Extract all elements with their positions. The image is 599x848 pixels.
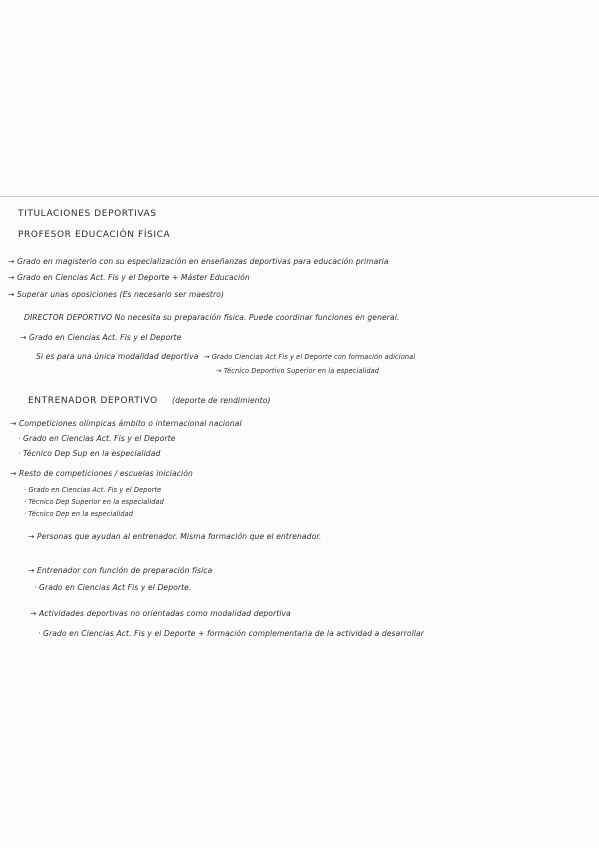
note-line: Si es para una única modalidad deportiva <box>36 352 199 361</box>
entrenador-note: (deporte de rendimiento) <box>172 396 271 405</box>
page-fold-line <box>0 196 599 197</box>
note-line: → Actividades deportivas no orientadas como modalidad deportiva <box>30 609 291 618</box>
note-line: → Grado en Ciencias Act. Fis y el Deporte <box>20 333 182 342</box>
note-line: · Grado en Ciencias Act. Fis y el Deporte + formación complementaria de la actividad a desarrollar <box>38 629 424 638</box>
note-line: → Resto de competiciones / escuelas iniciación <box>10 469 193 478</box>
note-line: → Técnico Deportivo Superior en la especialidad <box>216 367 380 375</box>
note-line: · Grado en Ciencias Act. Fis y el Deporte <box>24 486 162 494</box>
notes-title: TITULACIONES DEPORTIVAS <box>18 209 157 219</box>
note-line: · Técnico Dep en la especialidad <box>24 510 134 518</box>
note-line: → Superar unas oposiciones (Es necesario ser maestro) <box>8 290 225 299</box>
note-line: → Grado en Ciencias Act. Fis y el Deporte + Máster Educación <box>8 273 250 282</box>
note-line: · Grado en Ciencias Act Fis y el Deporte. <box>34 583 192 592</box>
note-line: → Competiciones olímpicas ámbito o internacional nacional <box>10 419 242 428</box>
heading-director: DIRECTOR DEPORTIVO No necesita su preparación física. Puede coordinar funciones en general. <box>24 313 400 322</box>
note-line: · Técnico Dep Superior en la especialidad <box>24 498 164 506</box>
note-line: → Grado Ciencias Act Fis y el Deporte con formación adicional <box>204 353 416 361</box>
heading-profesor: PROFESOR EDUCACIÓN FÍSICA <box>18 230 171 240</box>
note-line: → Personas que ayudan al entrenador. Misma formación que el entrenador. <box>28 532 322 541</box>
note-line: → Grado en magisterio con su especialización en enseñanzas deportivas para educación primaria <box>8 257 389 266</box>
note-line: · Técnico Dep Sup en la especialidad <box>18 449 161 458</box>
note-line: · Grado en Ciencias Act. Fis y el Deporte <box>18 434 176 443</box>
heading-entrenador: ENTRENADOR DEPORTIVO <box>28 396 158 406</box>
note-line: → Entrenador con función de preparación física <box>28 566 213 575</box>
